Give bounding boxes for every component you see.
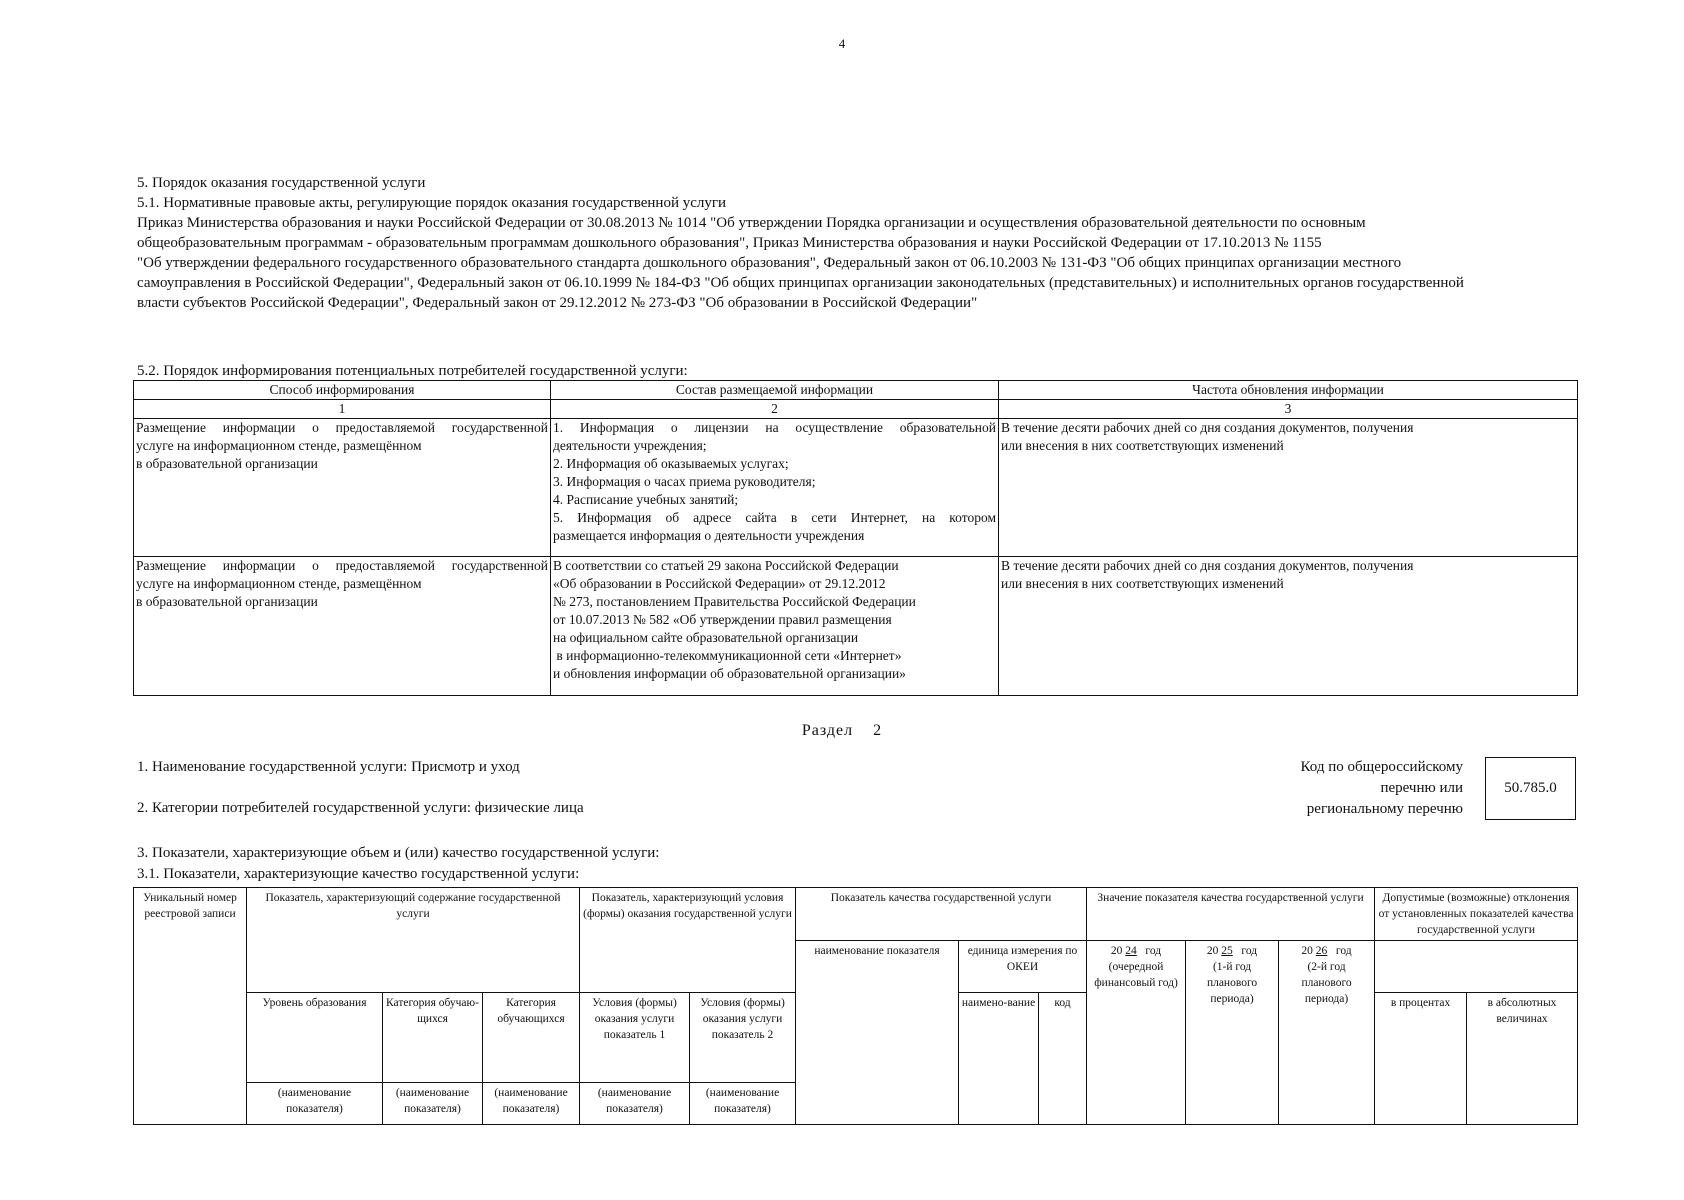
legal-acts-line: "Об утверждении федерального государственного образовательного стандарта дошкольного образования", Федеральный закон от 06.10.2003 № 131-ФЗ "Об общих принципах организации местного (137, 255, 1402, 271)
method-cell: Размещение информации о предоставляемой государственной услуге на информационном стенде, размещённом в образовательной организации (134, 419, 551, 557)
information-table (133, 380, 1578, 696)
conditions-indicator-spacer (580, 941, 796, 993)
header-frequency: Частота обновления информации (999, 381, 1578, 400)
condition-col-1: Условия (формы) оказания услуги показатель 1 (580, 993, 690, 1083)
razdel-label: Раздел (801, 722, 854, 739)
condition-col-2: Условия (формы) оказания услуги показатель 2 (690, 993, 796, 1083)
method-cell: Размещение информации о предоставляемой государственной услуге на информационном стенде, размещённом в образовательной организации (134, 557, 551, 696)
legal-acts-line: Приказ Министерства образования и науки Российской Федерации от 30.08.2013 № 1014 "Об утверждении Порядка организации и осуществления образовательной деятельности по основным (137, 215, 1366, 231)
percent-header: в процентах (1375, 993, 1467, 1125)
content-cell: 1. Информация о лицензии на осуществление образовательной деятельности учреждения; 2. Информация об оказываемых услугах; 3. Информация о часах приема руководителя; 4. Расписание учебных занятий; 5. Информация об адресе сайта в сети Интернет, на котором размещается информация о деятельности учреждения (551, 419, 999, 557)
quality-title: 3.1. Показатели, характеризующие качество государственной услуги: (137, 866, 580, 882)
year-1-header: 20 24 год (очередной финансовый год) (1087, 941, 1186, 1125)
name-note: (наименование показателя) (383, 1083, 483, 1125)
indicator-value-header: Значение показателя качества государственной услуги (1087, 888, 1375, 941)
page-number: 4 (838, 36, 846, 51)
razdel-number: 2 (873, 722, 883, 739)
name-note: (наименование показателя) (483, 1083, 580, 1125)
unique-number-header: Уникальный номер реестровой записи (134, 888, 247, 1125)
content-indicator-header: Показатель, характеризующий содержание государственной услуги (247, 888, 580, 941)
year-3-header: 20 26 год (2-й год планового периода) (1279, 941, 1375, 1125)
name-note: (наименование показателя) (580, 1083, 690, 1125)
absolute-header: в абсолютных величинах (1467, 993, 1578, 1125)
legal-acts-line: власти субъектов Российской Федерации", Федеральный закон от 29.12.2012 № 273-ФЗ "Об образовании в Российской Федерации" (137, 295, 978, 311)
quality-indicator-header: Показатель качества государственной услуги (796, 888, 1087, 941)
header-method: Способ информирования (134, 381, 551, 400)
section-5-title: 5. Порядок оказания государственной услуги (137, 175, 426, 191)
column-number: 1 (134, 400, 551, 419)
unit-okei-header: единица измерения по ОКЕИ (959, 941, 1087, 993)
frequency-cell: В течение десяти рабочих дней со дня создания документов, получения или внесения в них соответствующих изменений (999, 419, 1578, 557)
section-5-2-title: 5.2. Порядок информирования потенциальных потребителей государственной услуги: (137, 363, 688, 379)
column-number: 3 (999, 400, 1578, 419)
legal-acts-line: самоуправления в Российской Федерации", Федеральный закон от 06.10.1999 № 184-ФЗ "Об общих принципах организации законодательных (представительных) и исполнительных органов государственной (137, 275, 1464, 291)
unit-name-header: наимено-вание (959, 993, 1039, 1125)
content-col-2: Категория обучаю-щихся (383, 993, 483, 1083)
section-5-1-title: 5.1. Нормативные правовые акты, регулирующие порядок оказания государственной услуги (137, 195, 727, 211)
conditions-indicator-header: Показатель, характеризующий условия (формы) оказания государственной услуги (580, 888, 796, 941)
section-heading (0, 722, 1684, 740)
column-number: 2 (551, 400, 999, 419)
year-2-header: 20 25 год (1-й год планового периода) (1186, 941, 1279, 1125)
quality-indicators-table (133, 887, 1578, 1125)
service-category: 2. Категории потребителей государственной услуги: физические лица (137, 800, 584, 816)
deviation-spacer (1375, 941, 1578, 993)
deviation-header: Допустимые (возможные) отклонения от установленных показателей качества государственной услуги (1375, 888, 1578, 941)
frequency-cell: В течение десяти рабочих дней со дня создания документов, получения или внесения в них соответствующих изменений (999, 557, 1578, 696)
name-note: (наименование показателя) (247, 1083, 383, 1125)
unit-code-header: код (1039, 993, 1087, 1125)
legal-acts-line: общеобразовательным программам - образовательным программам дошкольного образования", Приказ Министерства образования и науки Российской Федерации от 17.10.2013 № 1155 (137, 235, 1322, 251)
registry-code-label: Код по общероссийскому перечню или региональному перечню (1300, 759, 1463, 817)
service-name: 1. Наименование государственной услуги: Присмотр и уход (137, 759, 520, 775)
indicator-name-header: наименование показателя (796, 941, 959, 1125)
content-col-3: Категория обучающихся (483, 993, 580, 1083)
table-row (134, 419, 1578, 557)
indicators-title: 3. Показатели, характеризующие объем и (или) качество государственной услуги: (137, 845, 660, 861)
registry-code-box: 50.785.0 (1485, 757, 1576, 820)
name-note: (наименование показателя) (690, 1083, 796, 1125)
header-content: Состав размещаемой информации (551, 381, 999, 400)
content-indicator-spacer (247, 941, 580, 993)
content-col-1: Уровень образования (247, 993, 383, 1083)
table-row (134, 557, 1578, 696)
legal-acts-paragraph (137, 213, 1577, 313)
content-cell: В соответствии со статьей 29 закона Российской Федерации «Об образовании в Российской Федерации» от 29.12.2012 № 273, постановлением Правительства Российской Федерации от 10.07.2013 № 582 «Об утверждении правил размещения на официальном сайте образовательной организации в информационно-телекоммуникационной сети «Интернет» и обновления информации об образовательной организации» (551, 557, 999, 696)
